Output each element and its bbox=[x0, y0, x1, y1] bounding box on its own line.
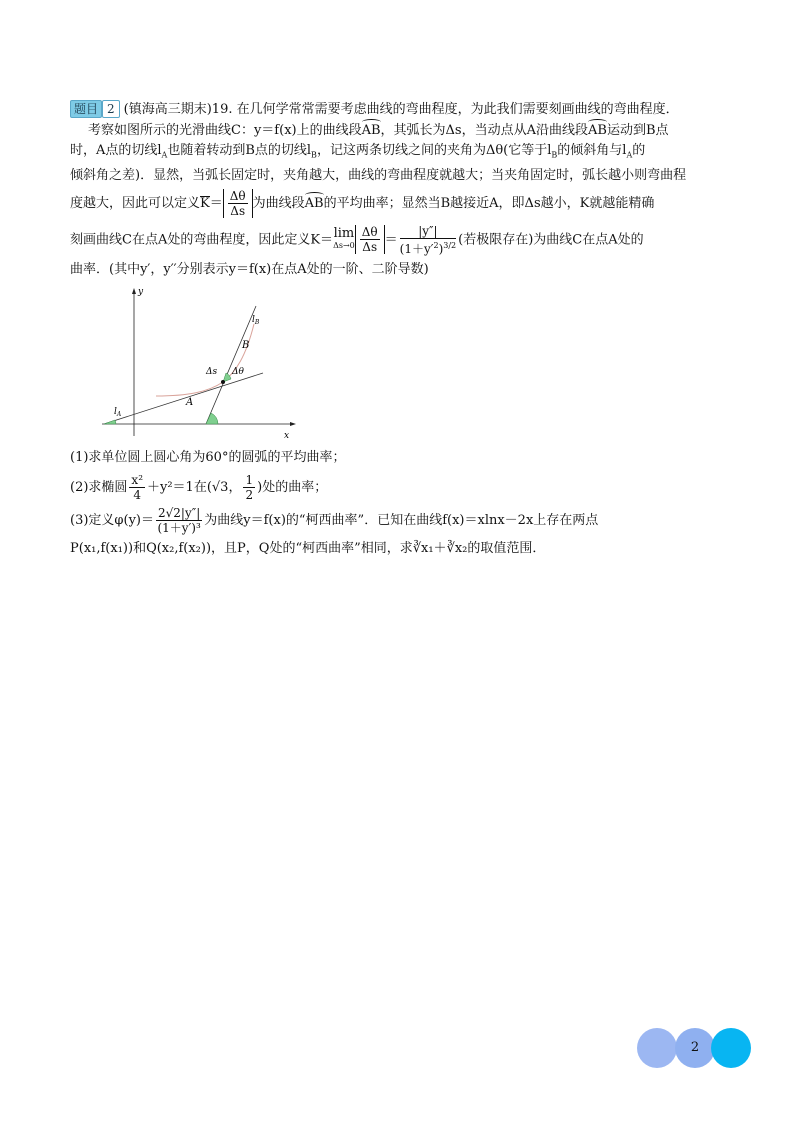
denominator: 4 bbox=[133, 487, 142, 502]
question-2 bbox=[70, 473, 730, 502]
arc-ab: AB bbox=[305, 194, 324, 215]
label-ds: Δs bbox=[206, 367, 218, 378]
label-la: $l_A$ bbox=[114, 407, 122, 419]
den-power: 3/2 bbox=[443, 240, 457, 250]
angle-at-origin bbox=[104, 420, 116, 424]
text: 处的曲率； bbox=[262, 479, 328, 495]
denominator: (1＋y′)³ bbox=[157, 520, 201, 535]
text: (2)求椭圆 bbox=[70, 479, 128, 495]
page-number: 2 bbox=[690, 1040, 700, 1055]
denominator: Δs bbox=[230, 203, 246, 218]
numerator: x² bbox=[131, 472, 143, 487]
text: ＝ bbox=[384, 232, 398, 248]
fraction bbox=[243, 473, 255, 502]
limit bbox=[333, 225, 355, 252]
label-lb: $l_B$ bbox=[252, 315, 260, 327]
text: 的倾斜角与l bbox=[557, 143, 627, 158]
numerator: Δθ bbox=[361, 225, 378, 240]
subscript: B bbox=[311, 150, 317, 160]
point-a-dot bbox=[221, 380, 225, 384]
smooth-curve bbox=[156, 324, 254, 396]
numerator: Δθ bbox=[229, 188, 246, 203]
question-3-cont: P(x₁,f(x₁))和Q(x₂,f(x₂))，且P，Q处的“柯西曲率”相同，求∛x₁＋∛x₂的取值范围． bbox=[70, 540, 546, 556]
problem-source: (镇海高三期末)19. bbox=[123, 102, 233, 117]
text: ＋y²＝1在 bbox=[147, 479, 207, 495]
subscript: A bbox=[626, 150, 633, 160]
figure-svg bbox=[98, 284, 298, 444]
text: 的平均曲率；显然当B越接近A，即Δs越小，K就越能精确 bbox=[323, 195, 655, 211]
fraction bbox=[228, 189, 248, 218]
arc-ab: AB bbox=[588, 121, 607, 142]
text: (若极限存在)为曲线C在点A处的 bbox=[458, 232, 644, 248]
fraction bbox=[360, 225, 380, 254]
lim-subscript: Δs→0 bbox=[333, 240, 355, 250]
text: 为曲线y＝f(x)的“柯西曲率”．已知在曲线f(x)＝xlnx－2x上存在两点 bbox=[204, 512, 599, 528]
text: 为曲线段 bbox=[252, 195, 305, 211]
text: ) bbox=[257, 479, 263, 495]
numerator: 1 bbox=[245, 472, 254, 487]
y-axis-arrow bbox=[132, 288, 136, 294]
text: 时，A点的切线l bbox=[70, 143, 162, 158]
abs-fraction bbox=[355, 225, 385, 254]
text: ，其弧长为Δs，当动点从A沿曲线段 bbox=[380, 122, 588, 138]
numerator: |y″| bbox=[400, 224, 456, 239]
problem-header bbox=[70, 100, 730, 121]
curvature-figure bbox=[98, 284, 298, 444]
label-y-axis: y bbox=[138, 287, 144, 298]
para-line-5 bbox=[70, 224, 730, 256]
denominator: 2 bbox=[245, 487, 254, 502]
para-line-6: 曲率．(其中y′，y′′分别表示y＝f(x)在点A处的一阶、二阶导数) bbox=[70, 261, 429, 277]
question-1: (1)求单位圆上圆心角为60°的圆弧的平均曲率； bbox=[70, 450, 346, 466]
curvature-fraction bbox=[400, 224, 456, 256]
den-close: ) bbox=[438, 241, 444, 256]
para-line-1 bbox=[70, 121, 730, 142]
para-line-3: 倾斜角之差)．显然，当弧长固定时，夹角越大，曲线的弯曲程度就越大；当夹角固定时，弧长越小则弯曲程 bbox=[70, 168, 687, 184]
subscript: A bbox=[161, 150, 168, 160]
text: C：y＝f(x)上的曲线段 bbox=[231, 122, 362, 138]
label-x-axis: x bbox=[284, 431, 290, 442]
para-line-2 bbox=[70, 141, 730, 166]
den-text: (1＋y′ bbox=[399, 241, 434, 256]
subscript: B bbox=[551, 150, 558, 160]
label-a: A bbox=[186, 397, 194, 409]
text: 刻画曲线C在点A处的弯曲程度，因此定义K＝ bbox=[70, 232, 334, 248]
para-line-4 bbox=[70, 189, 730, 218]
numerator: 2√2|y″| bbox=[158, 505, 201, 520]
text: (3)定义φ(y)＝ bbox=[70, 512, 155, 528]
footer-circle-left bbox=[637, 1028, 677, 1068]
problem-number: 2 bbox=[102, 100, 120, 118]
text: 考察如图所示的光滑曲线 bbox=[88, 122, 232, 138]
angle-at-x-axis bbox=[206, 413, 218, 424]
x-axis-arrow bbox=[290, 422, 296, 426]
text: (√3， bbox=[206, 479, 242, 495]
denominator: Δs bbox=[362, 240, 378, 255]
label-dtheta: Δθ bbox=[232, 367, 244, 378]
arc-ab: AB bbox=[362, 121, 381, 142]
lim-word: lim bbox=[333, 225, 355, 241]
text: 也随着转动到B点的切线l bbox=[167, 143, 312, 158]
label-b: B bbox=[242, 340, 250, 352]
text: ，记这两条切线之间的夹角为Δθ(它等于l bbox=[316, 143, 552, 158]
problem-badge: 题目 bbox=[70, 100, 102, 118]
denominator bbox=[400, 239, 456, 256]
fraction bbox=[156, 506, 202, 535]
question-3 bbox=[70, 506, 730, 535]
abs-fraction bbox=[223, 189, 253, 218]
k-bar: K bbox=[200, 195, 210, 211]
fraction bbox=[129, 473, 145, 502]
tangent-line-a bbox=[104, 373, 263, 424]
text: 运动到B点 bbox=[606, 122, 669, 138]
text: ＝ bbox=[209, 195, 223, 211]
text: 度越大，因此可以定义 bbox=[70, 195, 201, 211]
tangent-line-b bbox=[206, 306, 256, 424]
text: 的 bbox=[632, 143, 646, 158]
problem-text bbox=[70, 100, 730, 559]
problem-lead: 在几何学常常需要考虑曲线的弯曲程度，为此我们需要刻画曲线的弯曲程度． bbox=[236, 102, 679, 117]
footer-circle-right bbox=[711, 1028, 751, 1068]
den-sup: 2 bbox=[433, 240, 439, 250]
footer-decoration bbox=[637, 1028, 757, 1068]
